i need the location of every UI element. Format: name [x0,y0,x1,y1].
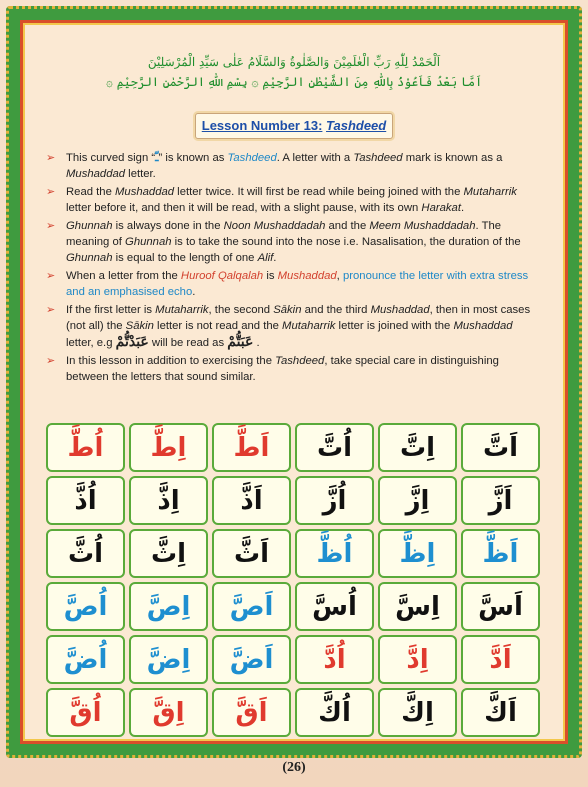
dua-line-2: اَمَّا بَعْدُ فَاَعُوْذُ بِاللّٰهِ مِنَ الشَّيْطٰنِ الرَّجِيْمِ ۞ بِسْمِ اللّٰهِ الرَّحْمٰنِ الرَّحِيْمِ ۞ [105,75,483,89]
term: Ghunnah [66,252,113,265]
letter-cell: اَضَّ [212,635,291,684]
term: Ghunnah [125,236,172,249]
text: This curved sign “ [66,152,156,164]
text: is [263,269,278,282]
note-5 [44,302,538,352]
term: Tashdeed [227,152,277,164]
term: Mushaddad [66,168,126,181]
letter-cell: اِسَّ [378,582,457,631]
letter-cell: اُسَّ [295,582,374,631]
letter-cell: اُثَّ [46,529,125,578]
term: Sākin [125,320,154,333]
lesson-topic: Tashdeed [326,118,387,133]
term: Tashdeed [275,354,325,367]
letter-cell: اِظَّ [378,529,457,578]
term: Meem Mushaddadah [369,219,476,232]
letter-cell: اُطَّ [46,423,125,472]
text: letter. [125,168,156,181]
letter-cell: اُتَّ [295,423,374,472]
text: letter before it, and then it will be read, with a slight pause, with its own [66,202,422,215]
letter-cell: اُزَّ [295,476,374,525]
lesson-title [195,113,393,139]
text: . A letter with a [276,152,354,164]
letter-cell: اَظَّ [461,529,540,578]
text: . The meaning of [66,219,502,249]
term: Mushaddad [370,303,430,316]
text: , the second [208,303,274,316]
letter-cell: اِصَّ [129,582,208,631]
letter-cell: اِطَّ [129,423,208,472]
term: Noon Mushaddadah [223,219,326,232]
text: and the [325,219,370,232]
text: , take special care in distinguishing between the letters that sound similar. [66,354,499,384]
term: Mushaddad [277,269,337,282]
text: will be read as [148,337,228,350]
text: letter is joined with the [335,320,454,333]
letter-cell: اَطَّ [212,423,291,472]
text: and the third [301,303,371,316]
letter-practice-grid [46,423,544,737]
text: is always done in the [112,219,224,232]
letter-cell: اَثَّ [212,529,291,578]
text: letter is not read and the [153,320,283,333]
letter-cell: اِثَّ [129,529,208,578]
text: Read the [66,185,115,198]
letter-cell: اِضَّ [129,635,208,684]
text: , then in most cases (not all) the [66,303,531,333]
letter-cell: اِزَّ [378,476,457,525]
term: Mushaddad [115,185,175,198]
term: Mutaharrik [463,185,517,198]
term: Huroof Qalqalah [180,269,264,282]
letter-cell: اِكَّ [378,688,457,737]
text: . [253,337,260,350]
arrow-bullet-icon: ➢ [46,303,56,316]
text: mark is known as a [402,152,503,164]
tashdeed-sign: ـّ [155,152,159,164]
term: Alif [257,252,274,265]
term: Mutaharrik [282,320,336,333]
letter-cell: اُضَّ [46,635,125,684]
letter-cell: اُقَّ [46,688,125,737]
text: is to take the sound into the nose i.e. Nasalisation, the duration of the [171,236,521,249]
emphasis: pronounce the letter with extra stress and an emphasised echo [66,269,529,299]
term: Mushaddad [453,320,513,333]
arrow-bullet-icon: ➢ [46,185,56,198]
text: If the first letter is [66,303,156,316]
letter-cell: اِذَّ [129,476,208,525]
letter-cell: اَقَّ [212,688,291,737]
letter-cell: اَصَّ [212,582,291,631]
letter-cell: اَتَّ [461,423,540,472]
text: , [336,269,343,282]
term: Harakat [421,202,461,215]
letter-cell: اِدَّ [378,635,457,684]
arabic-example: عَبَدْتُّمْ [115,334,149,351]
term: Tashdeed [353,152,403,164]
text: . [460,202,465,215]
letter-cell: اُذَّ [46,476,125,525]
note-2 [44,184,538,217]
text: . [273,252,277,265]
letter-cell: اَذَّ [212,476,291,525]
letter-cell: اَزَّ [461,476,540,525]
text: ” is known as [158,152,228,164]
arrow-bullet-icon: ➢ [46,269,56,282]
note-1 [44,150,538,183]
text: . [192,286,196,299]
term: Sākin [273,303,302,316]
letter-cell: اِقَّ [129,688,208,737]
page-number: (26) [282,760,306,775]
lesson-notes [44,150,538,387]
letter-cell: اَكَّ [461,688,540,737]
text: letter, e.g [66,337,116,350]
letter-cell: اِتَّ [378,423,457,472]
text: In this lesson in addition to exercising the [66,354,276,367]
arrow-bullet-icon: ➢ [46,219,56,232]
letter-cell: اُصَّ [46,582,125,631]
letter-cell: اُكَّ [295,688,374,737]
note-4 [44,268,538,301]
letter-cell: اُظَّ [295,529,374,578]
arrow-bullet-icon: ➢ [46,354,56,367]
header-dua [20,52,568,92]
arabic-example-read: عَبَتُّمْ [227,334,254,351]
note-6 [44,353,538,386]
text: When a letter from the [66,269,181,282]
note-3 [44,218,538,267]
letter-cell: اُدَّ [295,635,374,684]
term: Mutaharrik [155,303,209,316]
dua-line-1: اَلْحَمْدُ لِلّٰهِ رَبِّ الْعٰلَمِيْنَ وَالصَّلٰوةُ وَالسَّلَامُ عَلٰى سَيِّدِ الْمُرْسَلِيْنَ [147,55,441,69]
term: Ghunnah [66,219,113,232]
letter-cell: اَسَّ [461,582,540,631]
text: is equal to the length of one [112,252,258,265]
text: letter twice. It will first be read while being joined with the [174,185,464,198]
arrow-bullet-icon: ➢ [46,152,56,164]
lesson-number-label: Lesson Number 13: [201,118,323,133]
letter-cell: اَدَّ [461,635,540,684]
